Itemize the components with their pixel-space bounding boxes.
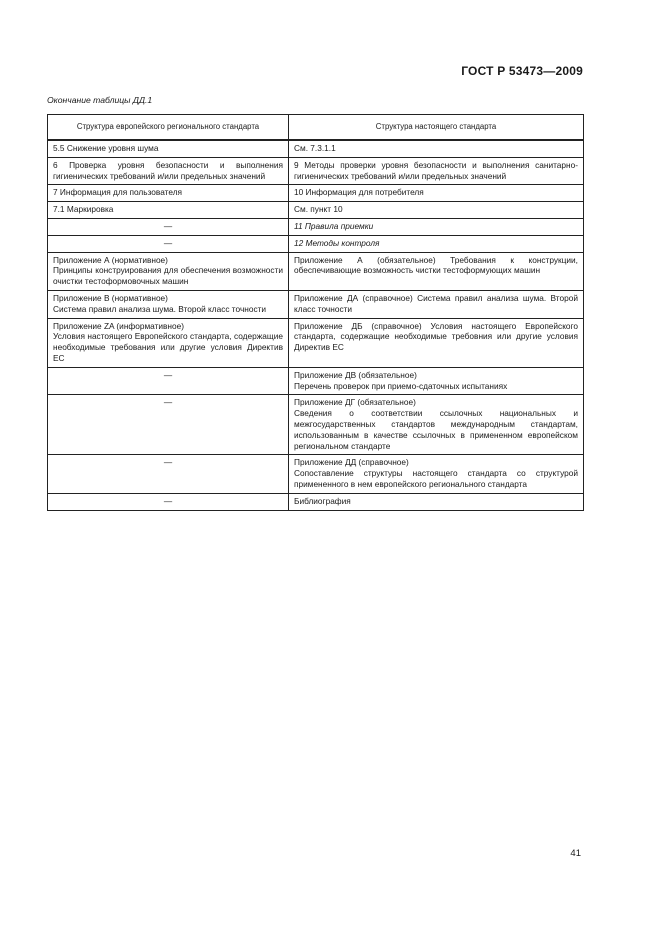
right-cell: Приложение ДД (справочное) Сопоставление структуры настоящего стандарта со структурой примененного в нем европейского регионального стандарта bbox=[289, 455, 584, 493]
right-cell: Приложение ДБ (справочное) Условия настоящего Европейского стандарта, содержащие необходимые требовния или другие условия Директив ЕС bbox=[289, 318, 584, 367]
right-cell: Приложение ДА (справочное) Система правил анализа шума. Второй класс точности bbox=[289, 290, 584, 318]
table-header-row bbox=[48, 115, 584, 141]
right-cell: См. 7.3.1.1 bbox=[289, 140, 584, 157]
header-national-structure: Структура настоящего стандарта bbox=[289, 115, 584, 141]
page-number: 41 bbox=[570, 848, 581, 859]
table-row bbox=[48, 202, 584, 219]
document-code: ГОСТ Р 53473—2009 bbox=[461, 64, 583, 78]
left-cell: — bbox=[48, 218, 289, 235]
left-cell: Приложение В (нормативное) Система правил анализа шума. Второй класс точности bbox=[48, 290, 289, 318]
left-cell: — bbox=[48, 235, 289, 252]
left-cell: — bbox=[48, 493, 289, 510]
right-cell: 10 Информация для потребителя bbox=[289, 185, 584, 202]
table-row bbox=[48, 157, 584, 185]
left-cell: — bbox=[48, 395, 289, 455]
left-cell: Приложение А (нормативное) Принципы конструирования для обеспечения возможности очистки тестоформовочных машин bbox=[48, 252, 289, 290]
table-row bbox=[48, 140, 584, 157]
right-cell: 12 Методы контроля bbox=[289, 235, 584, 252]
left-cell: 6 Проверка уровня безопасности и выполнения гигиенических требований и/или предельных значений bbox=[48, 157, 289, 185]
right-cell: 11 Правила приемки bbox=[289, 218, 584, 235]
table-caption: Окончание таблицы ДД.1 bbox=[47, 95, 153, 105]
left-cell: — bbox=[48, 455, 289, 493]
right-cell: Приложение ДВ (обязательное) Перечень проверок при приемо-сдаточных испытаниях bbox=[289, 367, 584, 395]
right-cell: 9 Методы проверки уровня безопасности и выполнения санитарно-гигиенических требований и/или предельных значений bbox=[289, 157, 584, 185]
right-cell: Приложение А (обязательное) Требования к конструкции, обеспечивающие возможность чистки тестоформующих машин bbox=[289, 252, 584, 290]
table-row bbox=[48, 235, 584, 252]
table-row bbox=[48, 455, 584, 493]
table-row bbox=[48, 395, 584, 455]
left-cell: Приложение ZA (информативное) Условия настоящего Европейского стандарта, содержащие необходимые требования или другие условия Директив ЕС bbox=[48, 318, 289, 367]
left-cell: 7.1 Маркировка bbox=[48, 202, 289, 219]
table-row bbox=[48, 493, 584, 510]
right-cell: Библиография bbox=[289, 493, 584, 510]
left-cell: 5.5 Снижение уровня шума bbox=[48, 140, 289, 157]
left-cell: — bbox=[48, 367, 289, 395]
left-cell: 7 Информация для пользователя bbox=[48, 185, 289, 202]
table-row bbox=[48, 185, 584, 202]
table-row bbox=[48, 252, 584, 290]
table-row bbox=[48, 367, 584, 395]
table-row bbox=[48, 318, 584, 367]
right-cell: См. пункт 10 bbox=[289, 202, 584, 219]
table-row bbox=[48, 290, 584, 318]
correspondence-table bbox=[47, 114, 584, 511]
header-european-structure: Структура европейского регионального стандарта bbox=[48, 115, 289, 141]
table-row bbox=[48, 218, 584, 235]
right-cell: Приложение ДГ (обязательное) Сведения о соответствии ссылочных национальных и межгосударственных стандартов международным стандартам, использованным в качестве ссылочных в примененном европейском региональном стандарте bbox=[289, 395, 584, 455]
